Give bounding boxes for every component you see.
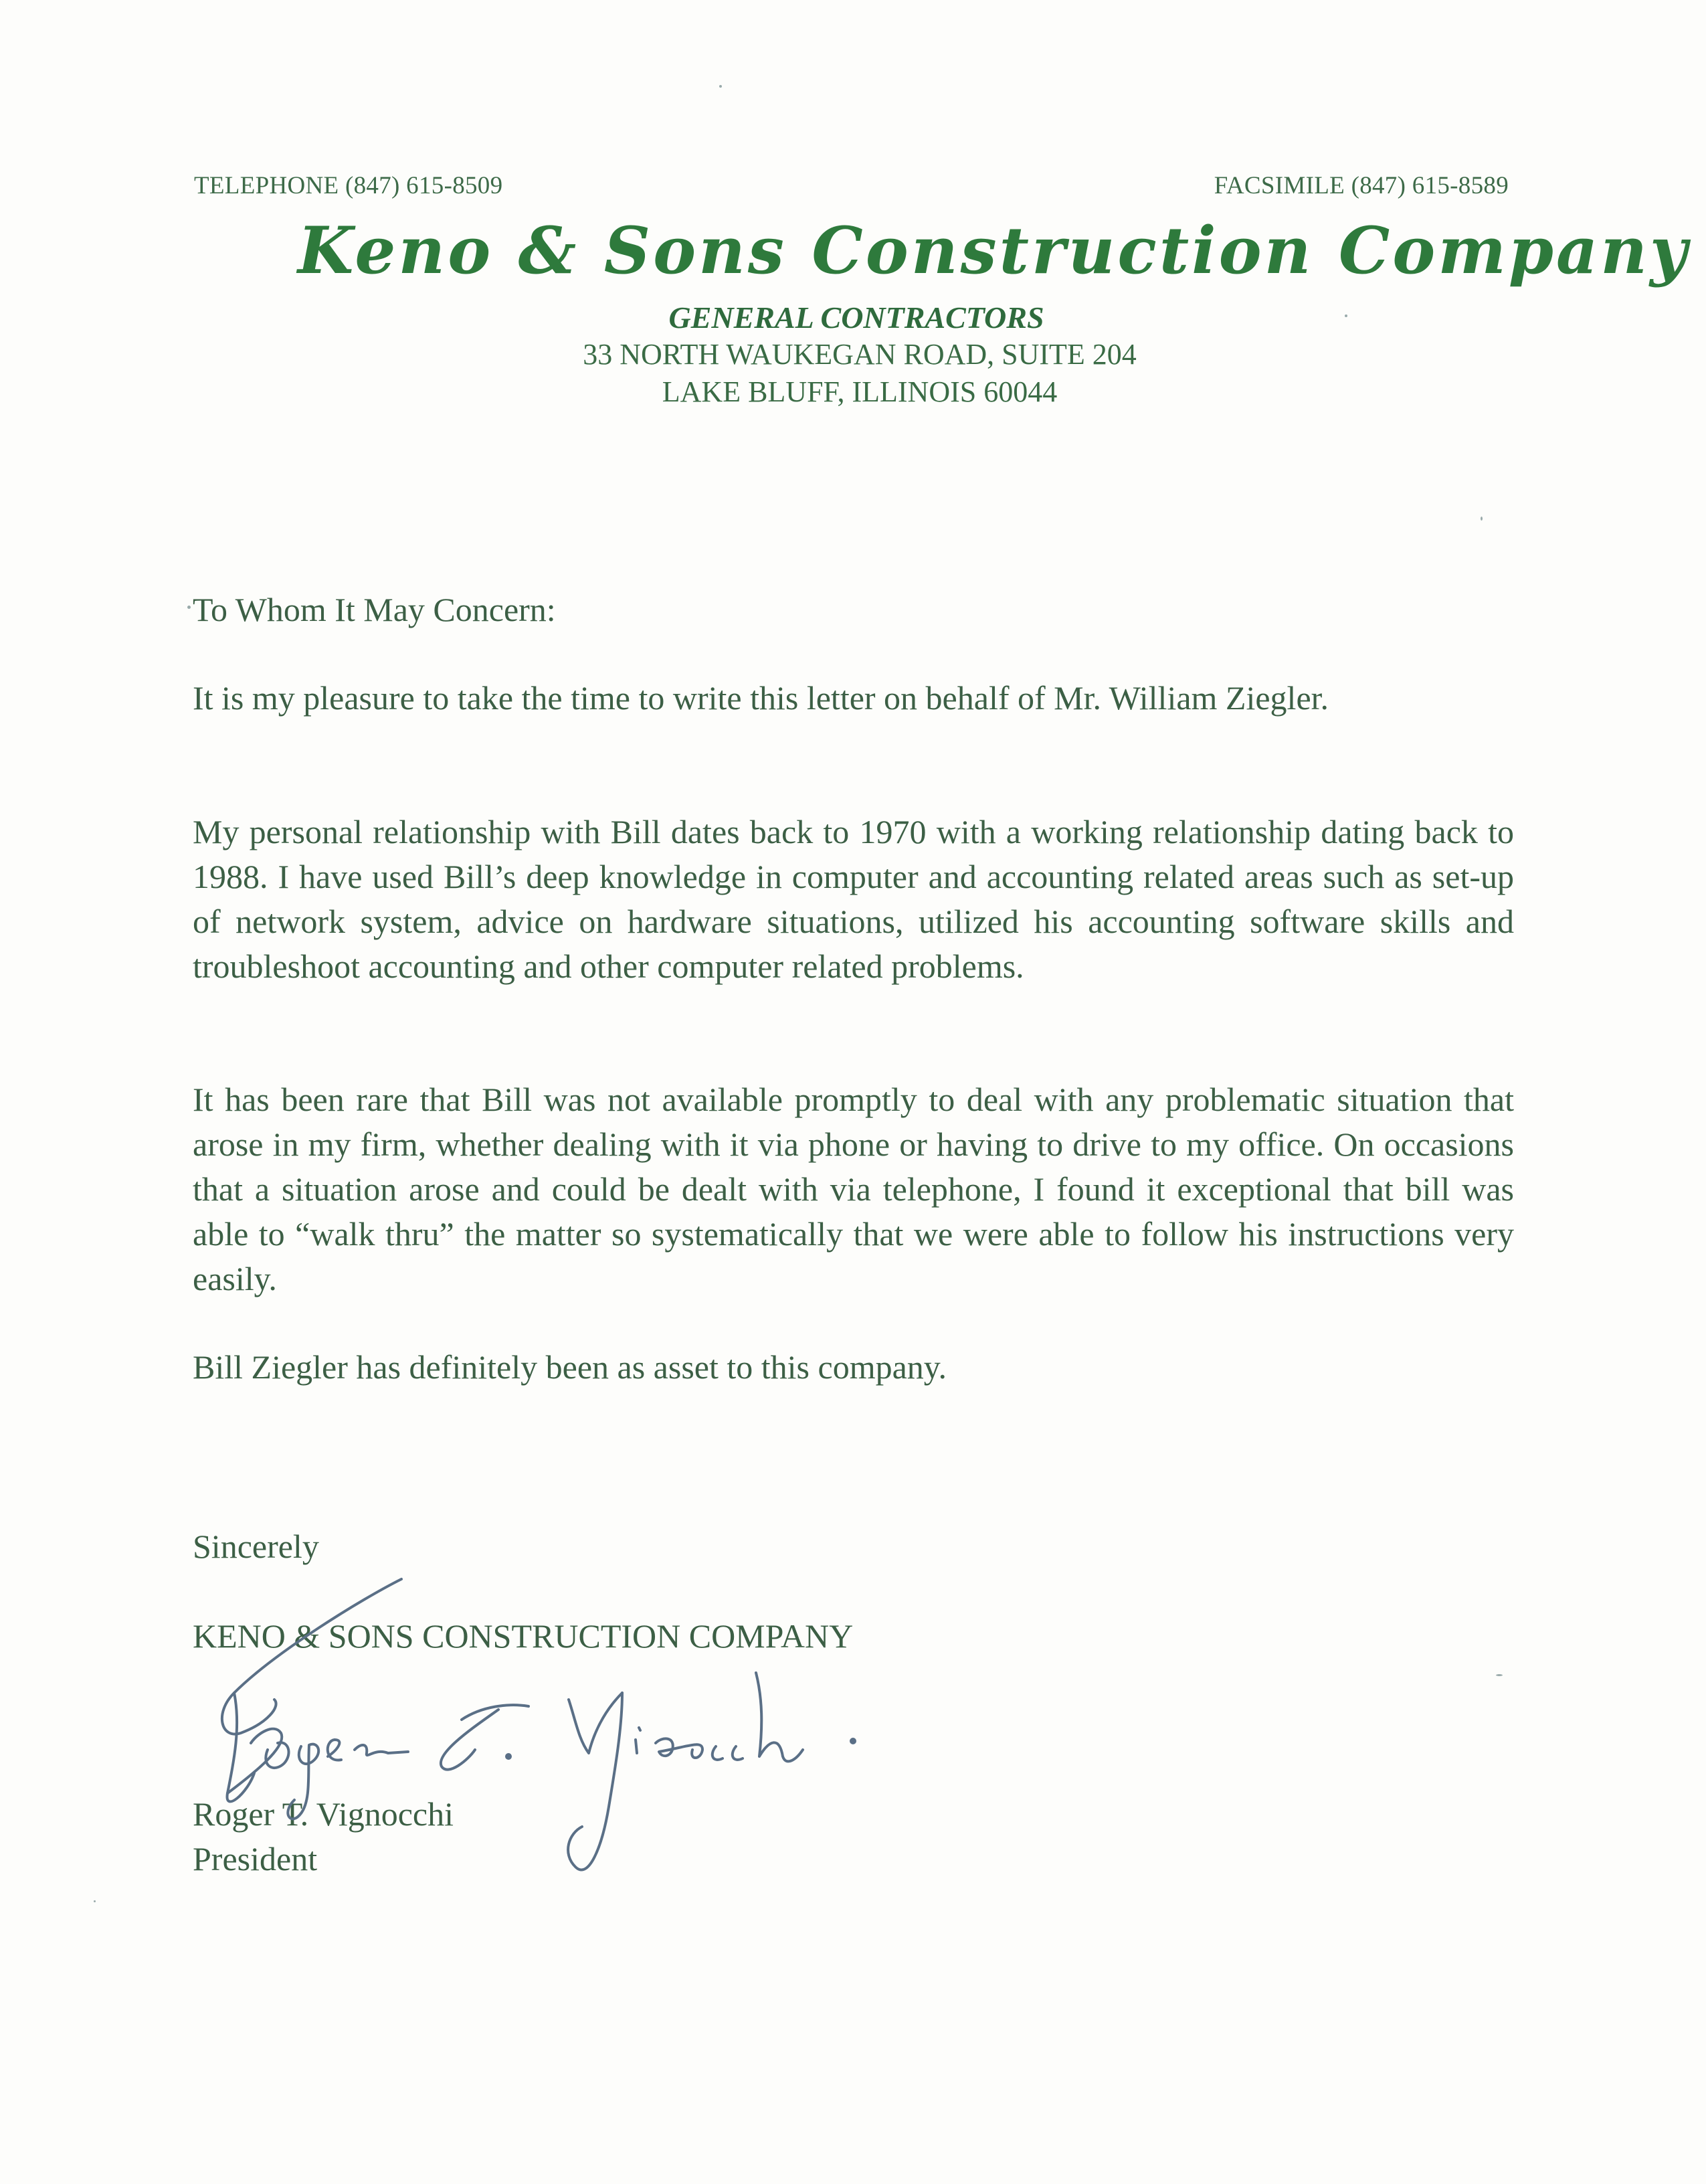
facsimile-number: FACSIMILE (847) 615-8589 bbox=[1214, 172, 1509, 199]
scan-speck bbox=[1496, 1674, 1503, 1676]
scan-speck bbox=[1345, 314, 1347, 317]
address-line-2: LAKE BLUFF, ILLINOIS 60044 bbox=[662, 375, 1058, 408]
company-name: Keno & Sons Construction Company bbox=[298, 213, 1690, 288]
paragraph-4: Bill Ziegler has definitely been as asset to this company. bbox=[193, 1348, 947, 1386]
company-logo bbox=[298, 201, 1690, 301]
company-signature-line: KENO & SONS CONSTRUCTION COMPANY bbox=[193, 1617, 854, 1655]
paragraph-1: It is my pleasure to take the time to write this letter on behalf of Mr. William Ziegler. bbox=[193, 679, 1329, 717]
scan-speck bbox=[1481, 517, 1483, 521]
signer-name: Roger T. Vignocchi bbox=[193, 1795, 454, 1833]
signer-title: President bbox=[193, 1840, 318, 1878]
telephone-number: TELEPHONE (847) 615-8509 bbox=[194, 172, 503, 199]
company-tagline: GENERAL CONTRACTORS bbox=[668, 300, 1044, 335]
paragraph-2: My personal relationship with Bill dates back to 1970 with a working relationship dating back to 1988. I have used Bill’s deep knowledge in computer and accounting related areas such as set-up of network system, advice on hardware situations, utilized his accounting software skills and troubleshoot accounting and other computer related problems. bbox=[193, 813, 1514, 985]
scan-speck bbox=[719, 85, 722, 88]
closing: Sincerely bbox=[193, 1528, 319, 1565]
scan-speck bbox=[94, 1900, 96, 1902]
handwritten-signature bbox=[194, 1572, 876, 1887]
salutation: To Whom It May Concern: bbox=[193, 591, 556, 628]
paragraph-3: It has been rare that Bill was not available promptly to deal with any problematic situation that arose in my firm, whether dealing with it via phone or having to drive to my office. On occasions that a situation arose and could be dealt with via telephone, I found it exceptional that bill was able to “walk thru” the matter so systematically that we were able to follow his instructions very easily. bbox=[193, 1081, 1514, 1297]
address-line-1: 33 NORTH WAUKEGAN ROAD, SUITE 204 bbox=[583, 338, 1137, 371]
scan-speck bbox=[187, 606, 191, 609]
